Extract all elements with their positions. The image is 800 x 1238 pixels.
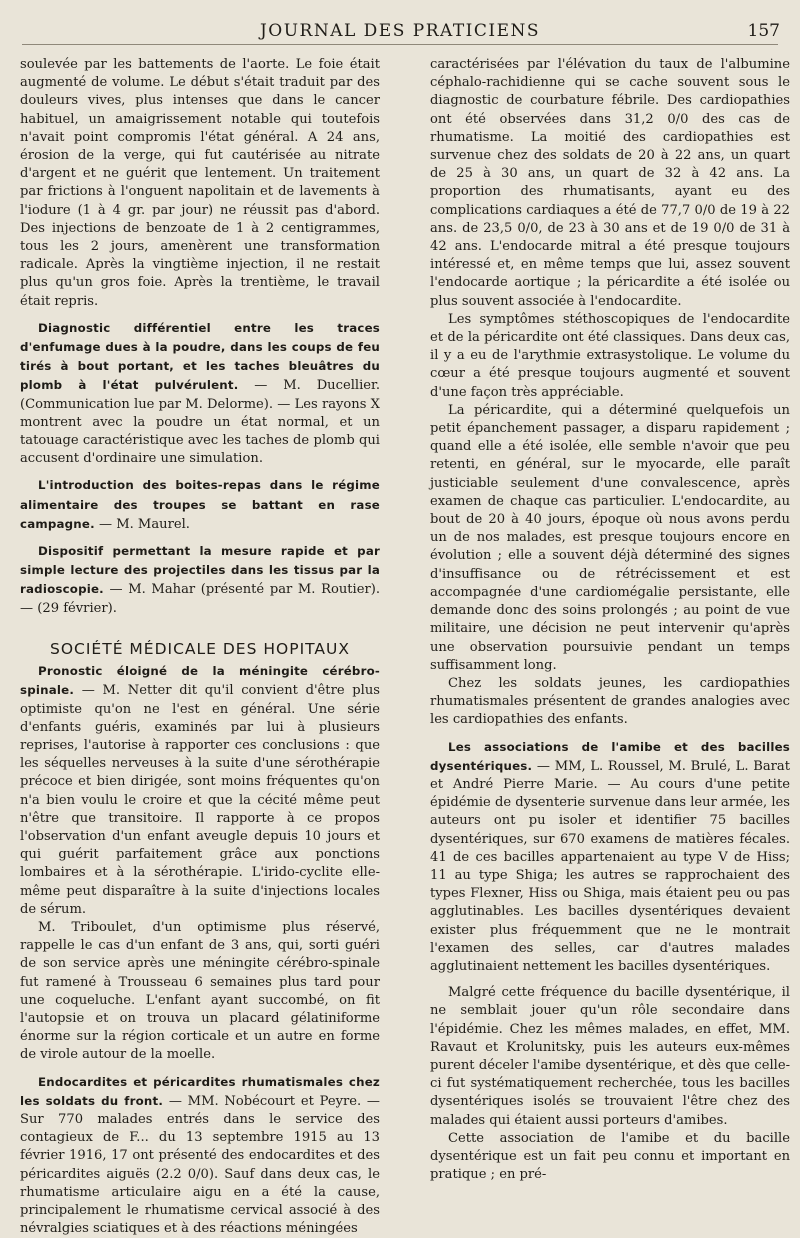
paragraph-aorta-case: soulevée par les battements de l'aorte. Le foie était augmenté de volume. Le début s'était traduit par des douleurs vives, plus intenses que dans le cancer habituel, un amaigrissement notable qui toutefois n'avait point compromis l'état général. A 24 ans, érosion de la verge, qui fut cautérisée au nitrate d'argent et ne guérit que lentement. Un traitement par frictions à l'onguent napolitain et de lavements à l'iodure (1 à 4 gr. par jour) ne réussit pas d'abord. Des injections de benzoate de 1 à 2 centigrammes, tous les 2 jours, amenèrent une transformation radicale. Après la vingtième injection, il ne restait plus qu'un gros foie. Après la trentième, le travail était repris. (20, 57, 380, 309)
paragraph-meal-boxes (20, 476, 380, 534)
right-column (430, 56, 790, 1183)
running-header (20, 16, 780, 46)
section-heading: SOCIÉTÉ MÉDICALE DES HOPITAUX (50, 639, 350, 658)
item-text: — M. Maurel. (94, 516, 190, 532)
item-text: — MM, L. Roussel, M. Brulé, L. Barat et André Pierre Marie. — Au cours d'une petite épidémie de dysenterie survenue dans leur armée, les auteurs ont pu isoler et identifier 75 bacilles dysentériques, sur 670 examens de matières fécales. 41 de ces bacilles appartenaient au type V de Hiss; 11 au type Shiga; les autres se rapprochaient des types Flexner, Hiss ou Shiga, mais étaient peu ou pas agglutinables. Les bacilles dysentériques devaient exister plus fréquemment que ne le montrait l'examen des selles, car d'autres malades agglutinaient nettement les bacilles dysentériques. (430, 758, 790, 974)
item-text: — M. Mahar (présenté par M. Routier). — (29 février). (20, 582, 380, 616)
paragraph-amoeba-bacilli (430, 738, 790, 977)
paragraph-cardiopathies: caractérisées par l'élévation du taux de l'albumine céphalo-rachidienne qui se cache souvent sous le diagnostic de courbature fébrile. Des cardiopathies ont été observées dans 31,2 0/0 des cas de rhumatisme. La moitié des cardiopathies est survenue chez des soldats de 20 à 22 ans, un quart de 25 à 30 ans, un quart de 32 à 42 ans. La proportion des rhumatisants, ayant eu des complications cardiaques a été de 77,7 0/0 de 19 à 22 ans. de 23,5 0/0, de 23 à 30 ans et de 19 0/0 de 31 à 42 ans. L'endocarde mitral a été presque toujours intéressé et, en même temps que lui, assez souvent l'endocarde aortique ; la péricardite a été isolée ou plus souvent associée à l'endocardite. (430, 57, 790, 309)
page-number: 157 (747, 21, 780, 41)
paragraph-endocarditis (20, 1073, 380, 1238)
item-heading: Pronostic éloigné de la méningite cérébro-spinale. (20, 664, 380, 698)
two-column-body (20, 56, 790, 1237)
paragraph-association: Cette association de l'amibe et du bacille dysentérique est un fait peu connu et important en pratique ; en pré- (430, 1130, 790, 1183)
paragraph-projectile-device (20, 542, 380, 618)
journal-title: JOURNAL DES PRATICIENS (259, 21, 541, 41)
paragraph-meningitis-prognosis (20, 662, 380, 919)
item-text: — MM. Nobécourt et Peyre. — Sur 770 malades entrés dans le service des contagieux de F... du 13 septembre 1915 au 13 février 1916, 17 ont présenté des endocardites et des péricardites aiguës (2.2 0/0). Sauf dans deux cas, le rhumatisme articulaire aigu en a été la cause, principalement le rhumatisme cervical associé à des névralgies sciatiques et à des réactions méningées (20, 1093, 381, 1237)
item-heading: Les associations de l'amibe et des bacilles dysentériques. (430, 739, 790, 773)
paragraph-symptoms: Les symptômes stéthoscopiques de l'endocardite et de la péricardite ont été classiques. Dans deux cas, il y a eu de l'arythmie extrasystolique. Le volume du cœur a été presque toujours augmenté et souvent d'une façon très appréciable. (430, 311, 790, 400)
paragraph-triboulet: M. Triboulet, d'un optimisme plus réservé, rappelle le cas d'un enfant de 3 ans, qui, sorti guéri de son service après une méningite cérébro-spinale fut ramené à Trousseau 6 semaines plus tard pour une coqueluche. L'enfant ayant succombé, on fit l'autopsie et on trouva un placard gélatiniforme énorme sur la région corticale et un autre en forme de virole autour de la moelle. (20, 919, 380, 1063)
paragraph-powder-traces (20, 319, 380, 469)
left-column (20, 56, 381, 1237)
header-rule (22, 44, 778, 45)
paragraph-young-soldiers: Chez les soldats jeunes, les cardiopathies rhumatismales présentent de grandes analogies avec les cardiopathies des enfants. (430, 675, 790, 728)
paragraph-pericarditis: La péricardite, qui a déterminé quelquefois un petit épanchement passager, a disparu rapidement ; quand elle a été isolée, elle semble n'avoir que peu retenti, en général, sur le myocarde, elle paraît justiciable seulement d'une convalescence, après examen de chaque cas particulier. L'endocardite, au bout de 20 à 40 jours, époque où nous avons perdu un de nos malades, est presque toujours encore en évolution ; elle a souvent déjà déterminé des signes d'insuffisance ou de rétrécissement et est accompagnée d'une cardiomégalie persistante, elle demande donc des soins prolongés ; au point de vue militaire, une décision ne peut intervenir qu'après une observation poursuivie pendant un temps suffisamment long. (430, 402, 790, 673)
item-heading: L'introduction des boites-repas dans le régime alimentaire des troupes se battant en rase campagne. (20, 478, 380, 531)
item-text: — M. Ducellier. (Communication lue par M. Delorme). — Les rayons X montrent avec la poudre un état normal, et un tatouage caractéristique avec les taches de plomb qui accusent d'ordinaire une simulation. (20, 378, 380, 467)
item-text: — M. Netter dit qu'il convient d'être plus optimiste qu'on ne l'est en général. Une série d'enfants guéris, examinés par lui à plusieurs reprises, l'autorise à rapporter ces conclusions : que les séquelles nerveuses à la suite d'une sérothérapie précoce et bien dirigée, sont moins fréquentes qu'on n'a bien voulu le croire et que la cécité même peut n'être que transitoire. Il rapporte à ce propos l'observation d'un enfant aveugle depuis 10 jours et qui guérit parfaitement grâce aux ponctions lombaires et à la sérothérapie. L'irido-cyclite elle-même peut disparaître à la suite d'injections locales de sérum. (20, 683, 380, 917)
item-heading: Diagnostic différentiel entre les traces d'enfumage dues à la poudre, dans les coups de feu tirés à bout portant, et les taches bleuâtres du plomb à l'état pulvérulent. (20, 320, 380, 393)
item-heading: Endocardites et péricardites rhumatismales chez les soldats du front. (20, 1074, 380, 1108)
item-heading: Dispositif permettant la mesure rapide et par simple lecture des projectiles dans les tissus par la radioscopie. (20, 544, 380, 597)
paragraph-dysentery-frequency: Malgré cette fréquence du bacille dysentérique, il ne semblait jouer qu'un rôle secondaire dans l'épidémie. Chez les mêmes malades, en effet, MM. Ravaut et Krolunitsky, puis les auteurs eux-mêmes purent déceler l'amibe dysentérique, et dès que celle-ci fut systématiquement recherchée, tous les bacilles dysentériques isolés se trouvaient l'être chez des malades qui étaient aussi porteurs d'amibes. (430, 985, 790, 1128)
